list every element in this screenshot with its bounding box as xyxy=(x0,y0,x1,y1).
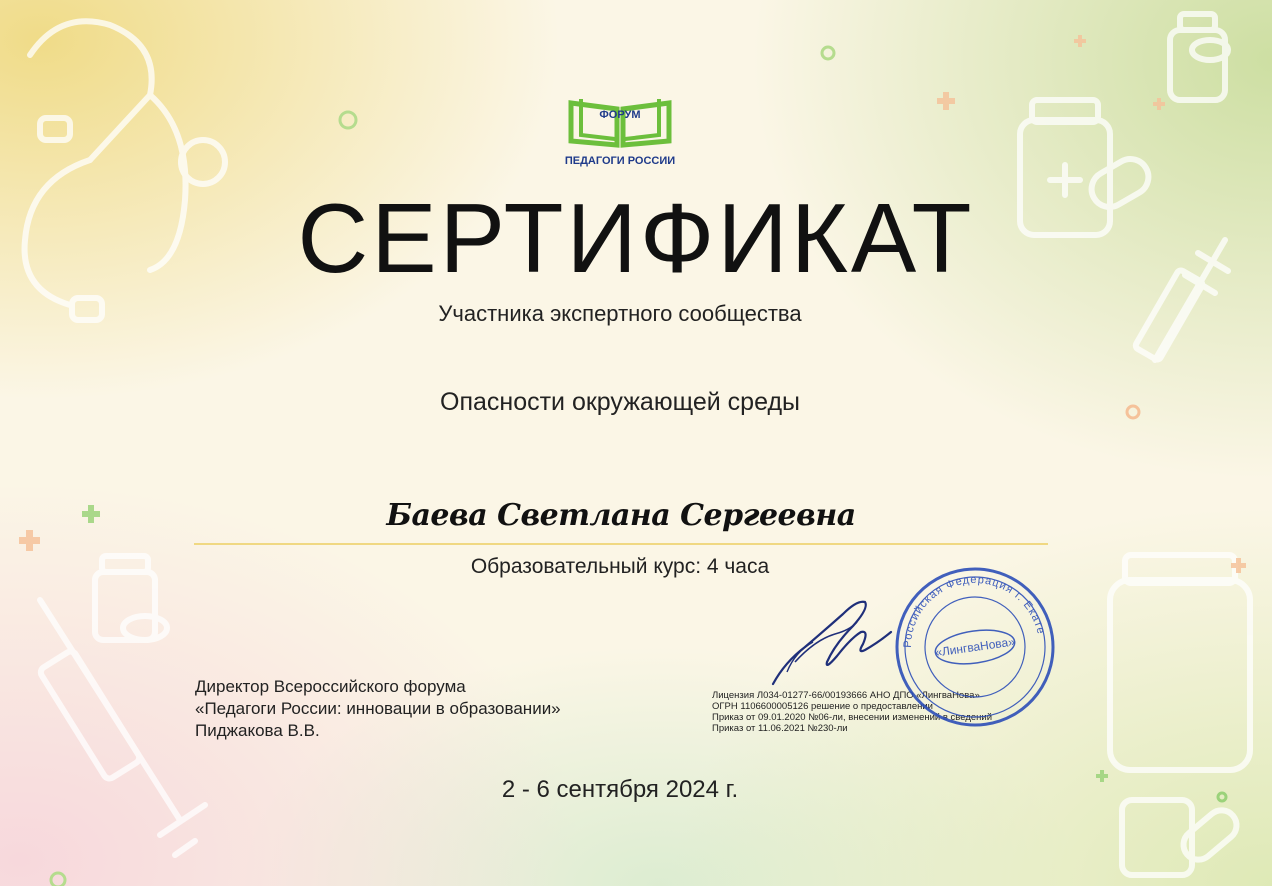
logo-subtitle-text: ПЕДАГОГИ РОССИИ xyxy=(564,155,676,167)
course-title: Опасности окружающей среды xyxy=(440,388,800,416)
stamp-outer-text: Российская Федерация г. Екатеринбург xyxy=(901,573,1047,649)
director-name: Пиджакова В.В. xyxy=(195,721,320,740)
signature-image xyxy=(765,592,895,692)
license-line: Приказ от 11.06.2021 №230-ли xyxy=(712,723,848,734)
course-hours: Образовательный курс: 4 часа xyxy=(470,555,770,578)
license-line: Приказ от 09.01.2020 №06-ли, внесении изменений в сведений xyxy=(712,712,993,723)
director-block xyxy=(195,676,561,742)
name-underline xyxy=(194,543,1048,545)
license-line: Лицензия Л034-01277-66/00193666 АНО ДПО «ЛингваНова» xyxy=(712,690,980,701)
official-stamp xyxy=(890,557,1060,737)
stamp-center-text: «ЛингваНова» xyxy=(934,634,1016,660)
syringe-icon xyxy=(39,240,1228,855)
open-book-icon xyxy=(557,97,683,153)
certificate-date: 2 - 6 сентября 2024 г. xyxy=(501,776,739,803)
forum-logo xyxy=(557,97,683,177)
license-line: ОГРН 1106600005126 решение о предоставлении xyxy=(712,701,933,712)
director-forum-line: «Педагоги России: инновации в образовании» xyxy=(195,699,561,718)
certificate-subtitle: Участника экспертного сообщества xyxy=(438,301,802,326)
recipient-name: Баева Светлана Сергеевна xyxy=(386,498,856,533)
director-title-line: Директор Всероссийского форума xyxy=(195,677,466,696)
logo-forum-text: ФОРУМ xyxy=(599,109,641,121)
certificate-title: СЕРТИФИКАТ xyxy=(297,183,975,293)
